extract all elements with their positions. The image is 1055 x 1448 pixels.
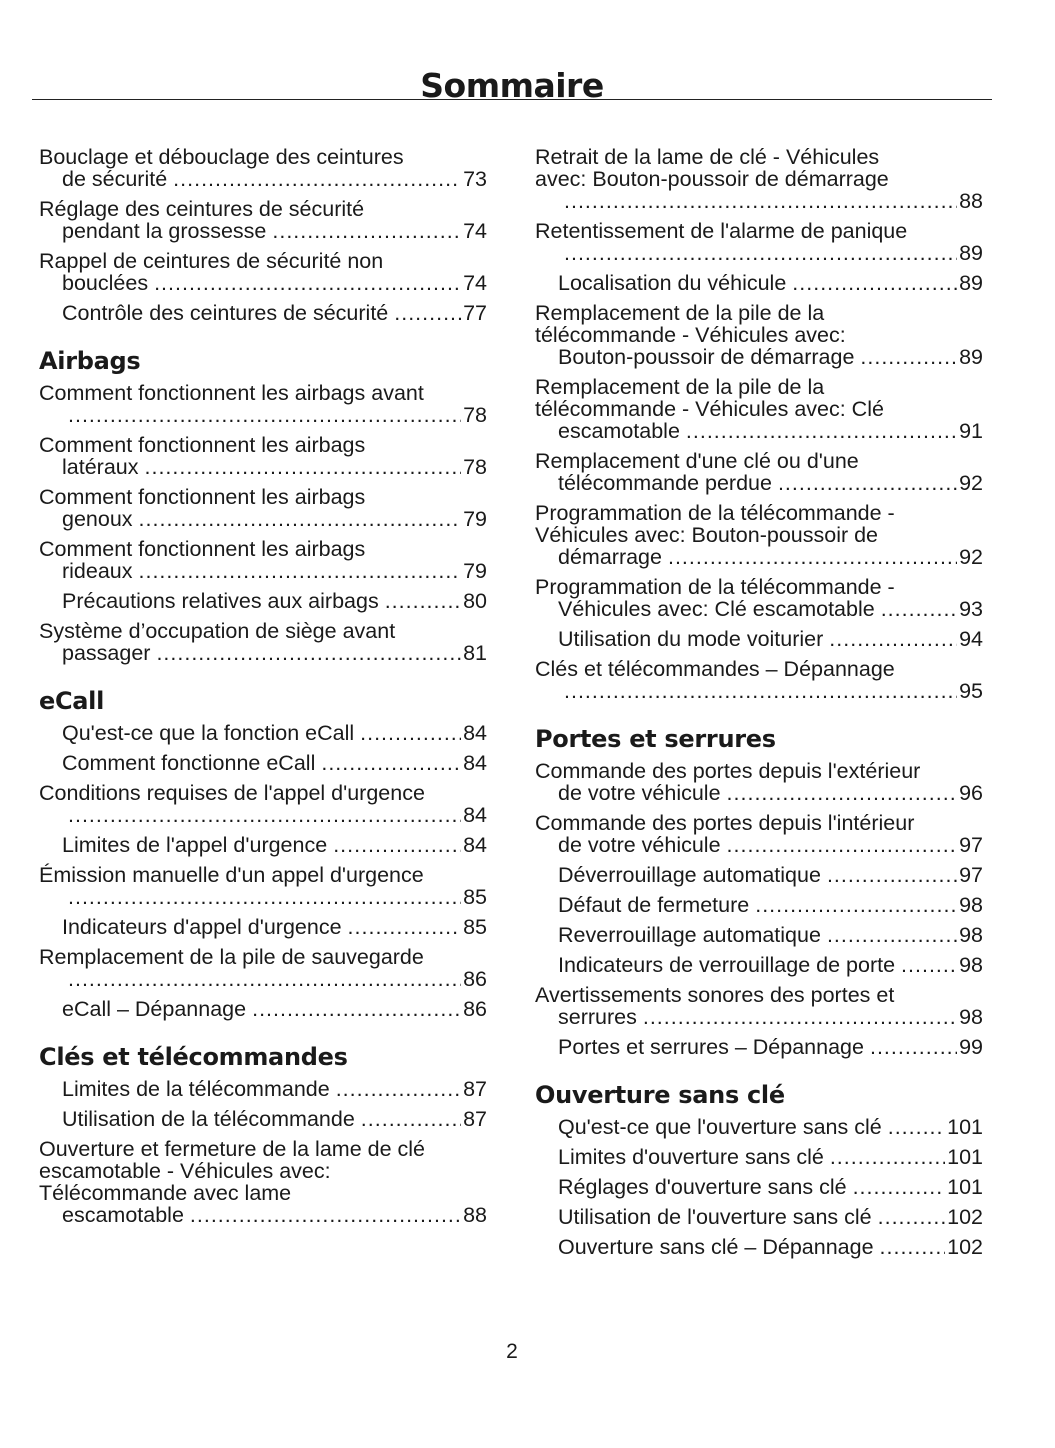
toc-entry-leader-row bbox=[62, 1204, 487, 1226]
toc-section-airbags bbox=[39, 346, 487, 664]
dot-leader bbox=[853, 1176, 946, 1198]
toc-page-number: 89 bbox=[959, 241, 983, 265]
toc-entry-leader-row bbox=[62, 1108, 487, 1130]
toc-page-number: 79 bbox=[463, 507, 487, 531]
toc-entry[interactable] bbox=[535, 760, 983, 804]
toc-entry-text: de sécurité bbox=[62, 167, 168, 191]
toc-entry-leader-row bbox=[62, 916, 487, 938]
toc-page-number: 80 bbox=[463, 589, 487, 613]
toc-entry[interactable] bbox=[39, 782, 487, 826]
toc-entry-text: escamotable bbox=[558, 419, 680, 443]
toc-entry[interactable] bbox=[535, 1176, 983, 1198]
toc-entry-text: bouclées bbox=[62, 271, 149, 295]
toc-entry[interactable] bbox=[39, 1108, 487, 1130]
toc-section-ecall bbox=[39, 686, 487, 1020]
toc-page-number: 97 bbox=[959, 863, 983, 887]
toc-page-number: 86 bbox=[463, 967, 487, 991]
toc-entry[interactable] bbox=[535, 220, 983, 264]
toc-entry-leader-row bbox=[62, 834, 487, 856]
toc-entry-leader-row bbox=[62, 404, 487, 426]
dot-leader bbox=[727, 782, 958, 804]
toc-section-cles-et-telecommandes bbox=[39, 1042, 487, 1226]
toc-entry[interactable] bbox=[39, 250, 487, 294]
toc-entry-leader-row bbox=[558, 190, 983, 212]
dot-leader bbox=[668, 546, 957, 568]
toc-entry[interactable] bbox=[535, 864, 983, 886]
toc-entry[interactable] bbox=[535, 628, 983, 650]
toc-page-number: 74 bbox=[463, 219, 487, 243]
dot-leader bbox=[139, 508, 462, 530]
toc-page-number: 102 bbox=[947, 1205, 983, 1229]
dot-leader bbox=[321, 752, 461, 774]
toc-entry-leader-row bbox=[558, 924, 983, 946]
toc-entry-text: escamotable bbox=[62, 1203, 184, 1227]
dot-leader bbox=[778, 472, 957, 494]
toc-entry-text: Utilisation de la télécommande bbox=[62, 1107, 355, 1131]
dot-leader bbox=[829, 628, 957, 650]
toc-column-left bbox=[39, 146, 487, 1234]
toc-page-number: 87 bbox=[463, 1077, 487, 1101]
toc-entry-text: Commande des portes depuis l'extérieur bbox=[535, 759, 921, 783]
toc-page-number: 101 bbox=[947, 1115, 983, 1139]
toc-entry-text: Remplacement d'une clé ou d'une bbox=[535, 449, 859, 473]
toc-entry-leader-row bbox=[558, 598, 983, 620]
dot-leader bbox=[686, 420, 957, 442]
toc-entry-leader-row bbox=[558, 472, 983, 494]
dot-leader bbox=[68, 968, 461, 990]
section-heading: Airbags bbox=[39, 347, 141, 375]
toc-entry-text: Remplacement de la pile de la bbox=[535, 375, 825, 399]
toc-entry-text: Véhicules avec: Clé escamotable bbox=[558, 597, 875, 621]
toc-entry-text: Comment fonctionne eCall bbox=[62, 751, 316, 775]
toc-entry-leader-row bbox=[558, 242, 983, 264]
toc-entry[interactable] bbox=[535, 658, 983, 702]
toc-page-number: 85 bbox=[463, 915, 487, 939]
toc-entry[interactable] bbox=[39, 146, 487, 190]
toc-entry-text: Utilisation de l'ouverture sans clé bbox=[558, 1205, 872, 1229]
toc-entry[interactable] bbox=[535, 984, 983, 1028]
toc-entry[interactable] bbox=[535, 450, 983, 494]
toc-entry-leader-row bbox=[558, 1036, 983, 1058]
dot-leader bbox=[156, 642, 461, 664]
toc-entry-text: télécommande - Véhicules avec: bbox=[535, 323, 846, 347]
dot-leader bbox=[252, 998, 461, 1020]
toc-entry[interactable] bbox=[39, 590, 487, 612]
toc-entry-leader-row bbox=[62, 456, 487, 478]
toc-entry[interactable] bbox=[39, 722, 487, 744]
dot-leader bbox=[173, 168, 461, 190]
title-divider bbox=[32, 99, 992, 100]
toc-entry-leader-row bbox=[558, 1206, 983, 1228]
toc-entry-text: Portes et serrures – Dépannage bbox=[558, 1035, 864, 1059]
toc-page-number: 92 bbox=[959, 471, 983, 495]
toc-entry[interactable] bbox=[39, 752, 487, 774]
toc-entry-text: genoux bbox=[62, 507, 133, 531]
toc-entry[interactable] bbox=[535, 376, 983, 442]
toc-entry-text: Indicateurs de verrouillage de porte bbox=[558, 953, 896, 977]
toc-page-number: 84 bbox=[463, 833, 487, 857]
toc-entry[interactable] bbox=[39, 1138, 487, 1226]
toc-entry-text: Bouton-poussoir de démarrage bbox=[558, 345, 855, 369]
toc-entry[interactable] bbox=[535, 1206, 983, 1228]
dot-leader bbox=[348, 916, 462, 938]
dot-leader bbox=[68, 404, 461, 426]
toc-page-number: 98 bbox=[959, 893, 983, 917]
toc-entry[interactable] bbox=[535, 1236, 983, 1258]
toc-entry-leader-row bbox=[558, 680, 983, 702]
toc-entry[interactable] bbox=[39, 198, 487, 242]
toc-entry-leader-row bbox=[558, 346, 983, 368]
toc-entry-text: Comment fonctionnent les airbags avant bbox=[39, 381, 424, 405]
toc-entry-leader-row bbox=[62, 886, 487, 908]
dot-leader bbox=[385, 590, 461, 612]
toc-page-number: 84 bbox=[463, 721, 487, 745]
toc-entry-text: Défaut de fermeture bbox=[558, 893, 750, 917]
toc-entry-leader-row bbox=[558, 628, 983, 650]
section-heading: Clés et télécommandes bbox=[39, 1043, 348, 1071]
toc-entry[interactable] bbox=[39, 620, 487, 664]
dot-leader bbox=[830, 1146, 945, 1168]
toc-entry[interactable] bbox=[39, 434, 487, 478]
toc-entry[interactable] bbox=[39, 834, 487, 856]
toc-page-number: 78 bbox=[463, 403, 487, 427]
toc-page-number: 99 bbox=[959, 1035, 983, 1059]
dot-leader bbox=[333, 834, 461, 856]
toc-entry[interactable] bbox=[535, 146, 983, 212]
toc-entry[interactable] bbox=[39, 864, 487, 908]
dot-leader bbox=[68, 886, 461, 908]
toc-entry-text: rideaux bbox=[62, 559, 133, 583]
toc-page-number: 73 bbox=[463, 167, 487, 191]
toc-page-number: 88 bbox=[463, 1203, 487, 1227]
dot-leader bbox=[190, 1204, 461, 1226]
toc-entry-text: Limites de l'appel d'urgence bbox=[62, 833, 328, 857]
dot-leader bbox=[880, 1236, 946, 1258]
dot-leader bbox=[870, 1036, 957, 1058]
toc-entry-text: Commande des portes depuis l'intérieur bbox=[535, 811, 915, 835]
toc-entry[interactable] bbox=[39, 302, 487, 324]
toc-entry-leader-row bbox=[558, 782, 983, 804]
toc-entry-text: Bouclage et débouclage des ceintures bbox=[39, 145, 404, 169]
toc-entry-leader-row bbox=[62, 1078, 487, 1100]
toc-entry-leader-row bbox=[558, 546, 983, 568]
toc-entry-text: Ouverture sans clé – Dépannage bbox=[558, 1235, 874, 1259]
toc-page-number: 97 bbox=[959, 833, 983, 857]
toc-section bbox=[535, 146, 983, 702]
toc-entry-leader-row bbox=[558, 1146, 983, 1168]
dot-leader bbox=[564, 242, 957, 264]
toc-page-number: 93 bbox=[959, 597, 983, 621]
toc-entry-text: Émission manuelle d'un appel d'urgence bbox=[39, 863, 424, 887]
toc-entry-text: Déverrouillage automatique bbox=[558, 863, 821, 887]
toc-entry-leader-row bbox=[62, 968, 487, 990]
toc-entry-leader-row bbox=[62, 752, 487, 774]
toc-entry-leader-row bbox=[62, 560, 487, 582]
toc-entry-text: Clés et télécommandes – Dépannage bbox=[535, 657, 895, 681]
section-heading: Ouverture sans clé bbox=[535, 1081, 785, 1109]
toc-entry-text: escamotable - Véhicules avec: bbox=[39, 1159, 331, 1183]
toc-column-right bbox=[535, 146, 983, 1266]
toc-entry-leader-row bbox=[62, 168, 487, 190]
toc-entry-leader-row bbox=[558, 1236, 983, 1258]
toc-entry-leader-row bbox=[558, 1006, 983, 1028]
toc-page-number: 98 bbox=[959, 1005, 983, 1029]
toc-entry[interactable] bbox=[39, 916, 487, 938]
toc-entry-text: Localisation du véhicule bbox=[558, 271, 787, 295]
toc-entry-leader-row bbox=[558, 1116, 983, 1138]
toc-entry-text: Remplacement de la pile de la bbox=[535, 301, 825, 325]
toc-entry-text: Précautions relatives aux airbags bbox=[62, 589, 379, 613]
toc-entry-text: Ouverture et fermeture de la lame de clé bbox=[39, 1137, 425, 1161]
toc-entry-leader-row bbox=[62, 272, 487, 294]
toc-entry[interactable] bbox=[39, 382, 487, 426]
toc-entry-leader-row bbox=[62, 590, 487, 612]
toc-entry-leader-row bbox=[558, 272, 983, 294]
toc-page-number: 78 bbox=[463, 455, 487, 479]
toc-entry[interactable] bbox=[39, 486, 487, 530]
toc-entry-text: Réglage des ceintures de sécurité bbox=[39, 197, 365, 221]
toc-entry-leader-row bbox=[62, 642, 487, 664]
toc-entry-text: Programmation de la télécommande - bbox=[535, 575, 895, 599]
dot-leader bbox=[643, 1006, 957, 1028]
toc-entry[interactable] bbox=[535, 1036, 983, 1058]
toc-entry-text: Rappel de ceintures de sécurité non bbox=[39, 249, 384, 273]
toc-page-number: 98 bbox=[959, 923, 983, 947]
toc-entry-text: Limites de la télécommande bbox=[62, 1077, 330, 1101]
toc-entry[interactable] bbox=[535, 1146, 983, 1168]
toc-page-number: 96 bbox=[959, 781, 983, 805]
toc-entry-text: télécommande perdue bbox=[558, 471, 772, 495]
dot-leader bbox=[139, 560, 462, 582]
toc-entry-text: Avertissements sonores des portes et bbox=[535, 983, 895, 1007]
dot-leader bbox=[860, 346, 957, 368]
dot-leader bbox=[361, 1108, 461, 1130]
toc-page-number: 91 bbox=[959, 419, 983, 443]
toc-page-number: 89 bbox=[959, 271, 983, 295]
toc-entry-text: Utilisation du mode voiturier bbox=[558, 627, 824, 651]
toc-entry-text: passager bbox=[62, 641, 151, 665]
toc-entry-text: Reverrouillage automatique bbox=[558, 923, 821, 947]
toc-page-number: 102 bbox=[947, 1235, 983, 1259]
toc-entry-leader-row bbox=[62, 302, 487, 324]
toc-entry-text: Réglages d'ouverture sans clé bbox=[558, 1175, 847, 1199]
dot-leader bbox=[394, 302, 461, 324]
dot-leader bbox=[881, 598, 957, 620]
toc-section-ouverture-sans-cle bbox=[535, 1080, 983, 1258]
toc-page-number: 84 bbox=[463, 803, 487, 827]
toc-page-number: 86 bbox=[463, 997, 487, 1021]
section-heading: eCall bbox=[39, 687, 105, 715]
dot-leader bbox=[145, 456, 462, 478]
toc-entry-text: de votre véhicule bbox=[558, 781, 721, 805]
toc-entry-text: de votre véhicule bbox=[558, 833, 721, 857]
dot-leader bbox=[878, 1206, 946, 1228]
toc-entry-text: télécommande - Véhicules avec: Clé bbox=[535, 397, 884, 421]
toc-entry[interactable] bbox=[535, 1116, 983, 1138]
toc-entry-leader-row bbox=[62, 998, 487, 1020]
toc-entry-text: Contrôle des ceintures de sécurité bbox=[62, 301, 389, 325]
toc-entry-leader-row bbox=[558, 954, 983, 976]
toc-entry[interactable] bbox=[535, 302, 983, 368]
toc-page-number: 79 bbox=[463, 559, 487, 583]
dot-leader bbox=[360, 722, 461, 744]
dot-leader bbox=[727, 834, 958, 856]
toc-page-number: 81 bbox=[463, 641, 487, 665]
toc-page-number: 94 bbox=[959, 627, 983, 651]
toc-entry-text: Système d’occupation de siège avant bbox=[39, 619, 396, 643]
toc-section bbox=[39, 146, 487, 324]
toc-entry-text: avec: Bouton-poussoir de démarrage bbox=[535, 167, 889, 191]
toc-page-number: 85 bbox=[463, 885, 487, 909]
toc-page-number: 74 bbox=[463, 271, 487, 295]
toc-entry[interactable] bbox=[535, 894, 983, 916]
toc-entry[interactable] bbox=[535, 812, 983, 856]
toc-entry[interactable] bbox=[535, 954, 983, 976]
dot-leader bbox=[827, 864, 957, 886]
toc-entry-text: Indicateurs d'appel d'urgence bbox=[62, 915, 342, 939]
toc-entry-leader-row bbox=[558, 834, 983, 856]
toc-entry-leader-row bbox=[558, 420, 983, 442]
dot-leader bbox=[755, 894, 957, 916]
toc-page-number: 101 bbox=[947, 1145, 983, 1169]
page-number: 2 bbox=[506, 1340, 518, 1363]
toc-entry-leader-row bbox=[62, 508, 487, 530]
dot-leader bbox=[564, 680, 957, 702]
toc-entry-text: pendant la grossesse bbox=[62, 219, 267, 243]
toc-entry-text: Télécommande avec lame bbox=[39, 1181, 292, 1205]
toc-page-number: 84 bbox=[463, 751, 487, 775]
toc-entry-text: Qu'est-ce que l'ouverture sans clé bbox=[558, 1115, 882, 1139]
toc-page-number: 98 bbox=[959, 953, 983, 977]
toc-entry-text: Véhicules avec: Bouton-poussoir de bbox=[535, 523, 879, 547]
toc-entry-text: latéraux bbox=[62, 455, 139, 479]
toc-page-number: 87 bbox=[463, 1107, 487, 1131]
dot-leader bbox=[68, 804, 461, 826]
toc-section-portes-et-serrures bbox=[535, 724, 983, 1058]
toc-entry[interactable] bbox=[39, 538, 487, 582]
section-heading: Portes et serrures bbox=[535, 725, 776, 753]
toc-entry[interactable] bbox=[39, 998, 487, 1020]
toc-entry-text: Qu'est-ce que la fonction eCall bbox=[62, 721, 355, 745]
toc-entry-leader-row bbox=[558, 894, 983, 916]
toc-entry-text: Remplacement de la pile de sauvegarde bbox=[39, 945, 424, 969]
toc-entry-text: eCall – Dépannage bbox=[62, 997, 247, 1021]
dot-leader bbox=[564, 190, 957, 212]
toc-entry[interactable] bbox=[535, 272, 983, 294]
dot-leader bbox=[792, 272, 957, 294]
toc-page-number: 89 bbox=[959, 345, 983, 369]
dot-leader bbox=[272, 220, 461, 242]
toc-entry-text: Comment fonctionnent les airbags bbox=[39, 537, 366, 561]
page-title: Sommaire bbox=[420, 66, 604, 106]
dot-leader bbox=[901, 954, 957, 976]
toc-entry[interactable] bbox=[535, 502, 983, 568]
toc-entry-text: serrures bbox=[558, 1005, 637, 1029]
dot-leader bbox=[154, 272, 461, 294]
dot-leader bbox=[336, 1078, 461, 1100]
toc-entry[interactable] bbox=[39, 946, 487, 990]
dot-leader bbox=[827, 924, 957, 946]
toc-entry-text: démarrage bbox=[558, 545, 662, 569]
toc-entry[interactable] bbox=[535, 576, 983, 620]
toc-entry-text: Comment fonctionnent les airbags bbox=[39, 485, 366, 509]
dot-leader bbox=[888, 1116, 945, 1138]
toc-entry-leader-row bbox=[62, 220, 487, 242]
toc-entry-text: Programmation de la télécommande - bbox=[535, 501, 895, 525]
toc-page-number: 92 bbox=[959, 545, 983, 569]
toc-page-number: 77 bbox=[463, 301, 487, 325]
toc-page-number: 95 bbox=[959, 679, 983, 703]
toc-entry-text: Retentissement de l'alarme de panique bbox=[535, 219, 908, 243]
toc-entry[interactable] bbox=[535, 924, 983, 946]
toc-entry-text: Retrait de la lame de clé - Véhicules bbox=[535, 145, 880, 169]
toc-entry-leader-row bbox=[558, 1176, 983, 1198]
toc-page-number: 101 bbox=[947, 1175, 983, 1199]
toc-entry-text: Limites d'ouverture sans clé bbox=[558, 1145, 824, 1169]
toc-entry-text: Comment fonctionnent les airbags bbox=[39, 433, 366, 457]
toc-entry-leader-row bbox=[62, 722, 487, 744]
toc-page-number: 88 bbox=[959, 189, 983, 213]
toc-entry-leader-row bbox=[62, 804, 487, 826]
toc-entry-leader-row bbox=[558, 864, 983, 886]
toc-entry-text: Conditions requises de l'appel d'urgence bbox=[39, 781, 425, 805]
toc-entry[interactable] bbox=[39, 1078, 487, 1100]
